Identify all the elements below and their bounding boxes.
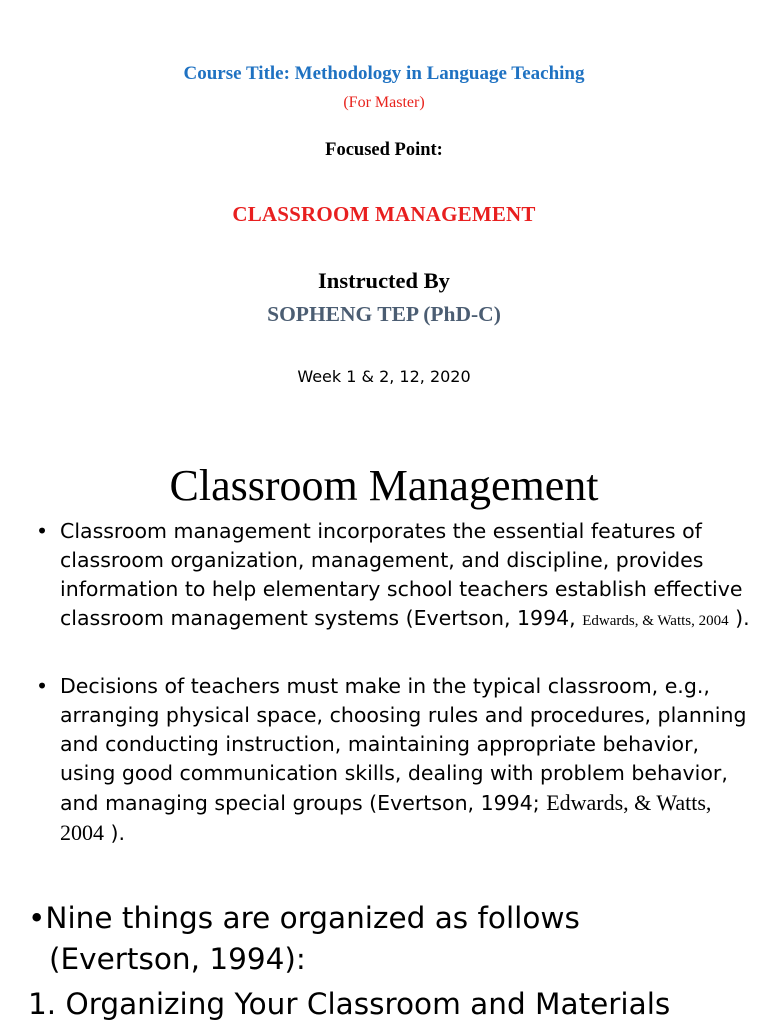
bullet-text: Classroom management incorporates the essential features of classroom organization, management, and discipline, provides information to help elementary school teachers establish effective classroom management systems (Evertson, 1994, [60, 519, 743, 630]
bullet-icon: • [36, 519, 49, 543]
week-date: Week 1 & 2, 12, 2020 [297, 367, 471, 386]
intro-citation: (Evertson, 1994): [49, 942, 306, 976]
instructed-by-label: Instructed By [318, 268, 450, 293]
bullet-item [30, 672, 750, 848]
definition-slide [0, 440, 768, 860]
bullet-icon: • [28, 901, 46, 935]
topic-heading: CLASSROOM MANAGEMENT [232, 202, 536, 226]
bullet-citation: Edwards, & Watts, 2004 [582, 613, 729, 629]
audience-note: (For Master) [343, 94, 425, 111]
bullet-list [30, 517, 750, 848]
list-intro [28, 898, 758, 1025]
bullet-citation: Edwards, & Watts, 2004 [60, 790, 712, 845]
bullet-text: Decisions of teachers must make in the typical classroom, e.g., arranging physical space, choosing rules and procedures, planning and conducting instruction, maintaining appropriate behavior, using good communication skills, dealing with problem behavior, and managing special groups (Evertson, 1994; [60, 674, 747, 815]
numbered-list-item: 1. Organizing Your Classroom and Materials [28, 987, 671, 1021]
title-slide [0, 0, 768, 440]
bullet-end: ). [728, 606, 750, 630]
intro-line [28, 898, 758, 939]
course-title: Course Title: Methodology in Language Teaching [183, 63, 585, 84]
bullet-item [30, 517, 750, 636]
bullet-icon: • [36, 674, 49, 698]
focused-point-label: Focused Point: [325, 140, 443, 160]
intro-text: Nine things are organized as follows [45, 901, 580, 935]
slide-title: Classroom Management [169, 461, 599, 510]
instructor-name: SOPHENG TEP (PhD-C) [267, 302, 501, 326]
list-slide [0, 860, 768, 1024]
bullet-end: ). [104, 821, 126, 845]
